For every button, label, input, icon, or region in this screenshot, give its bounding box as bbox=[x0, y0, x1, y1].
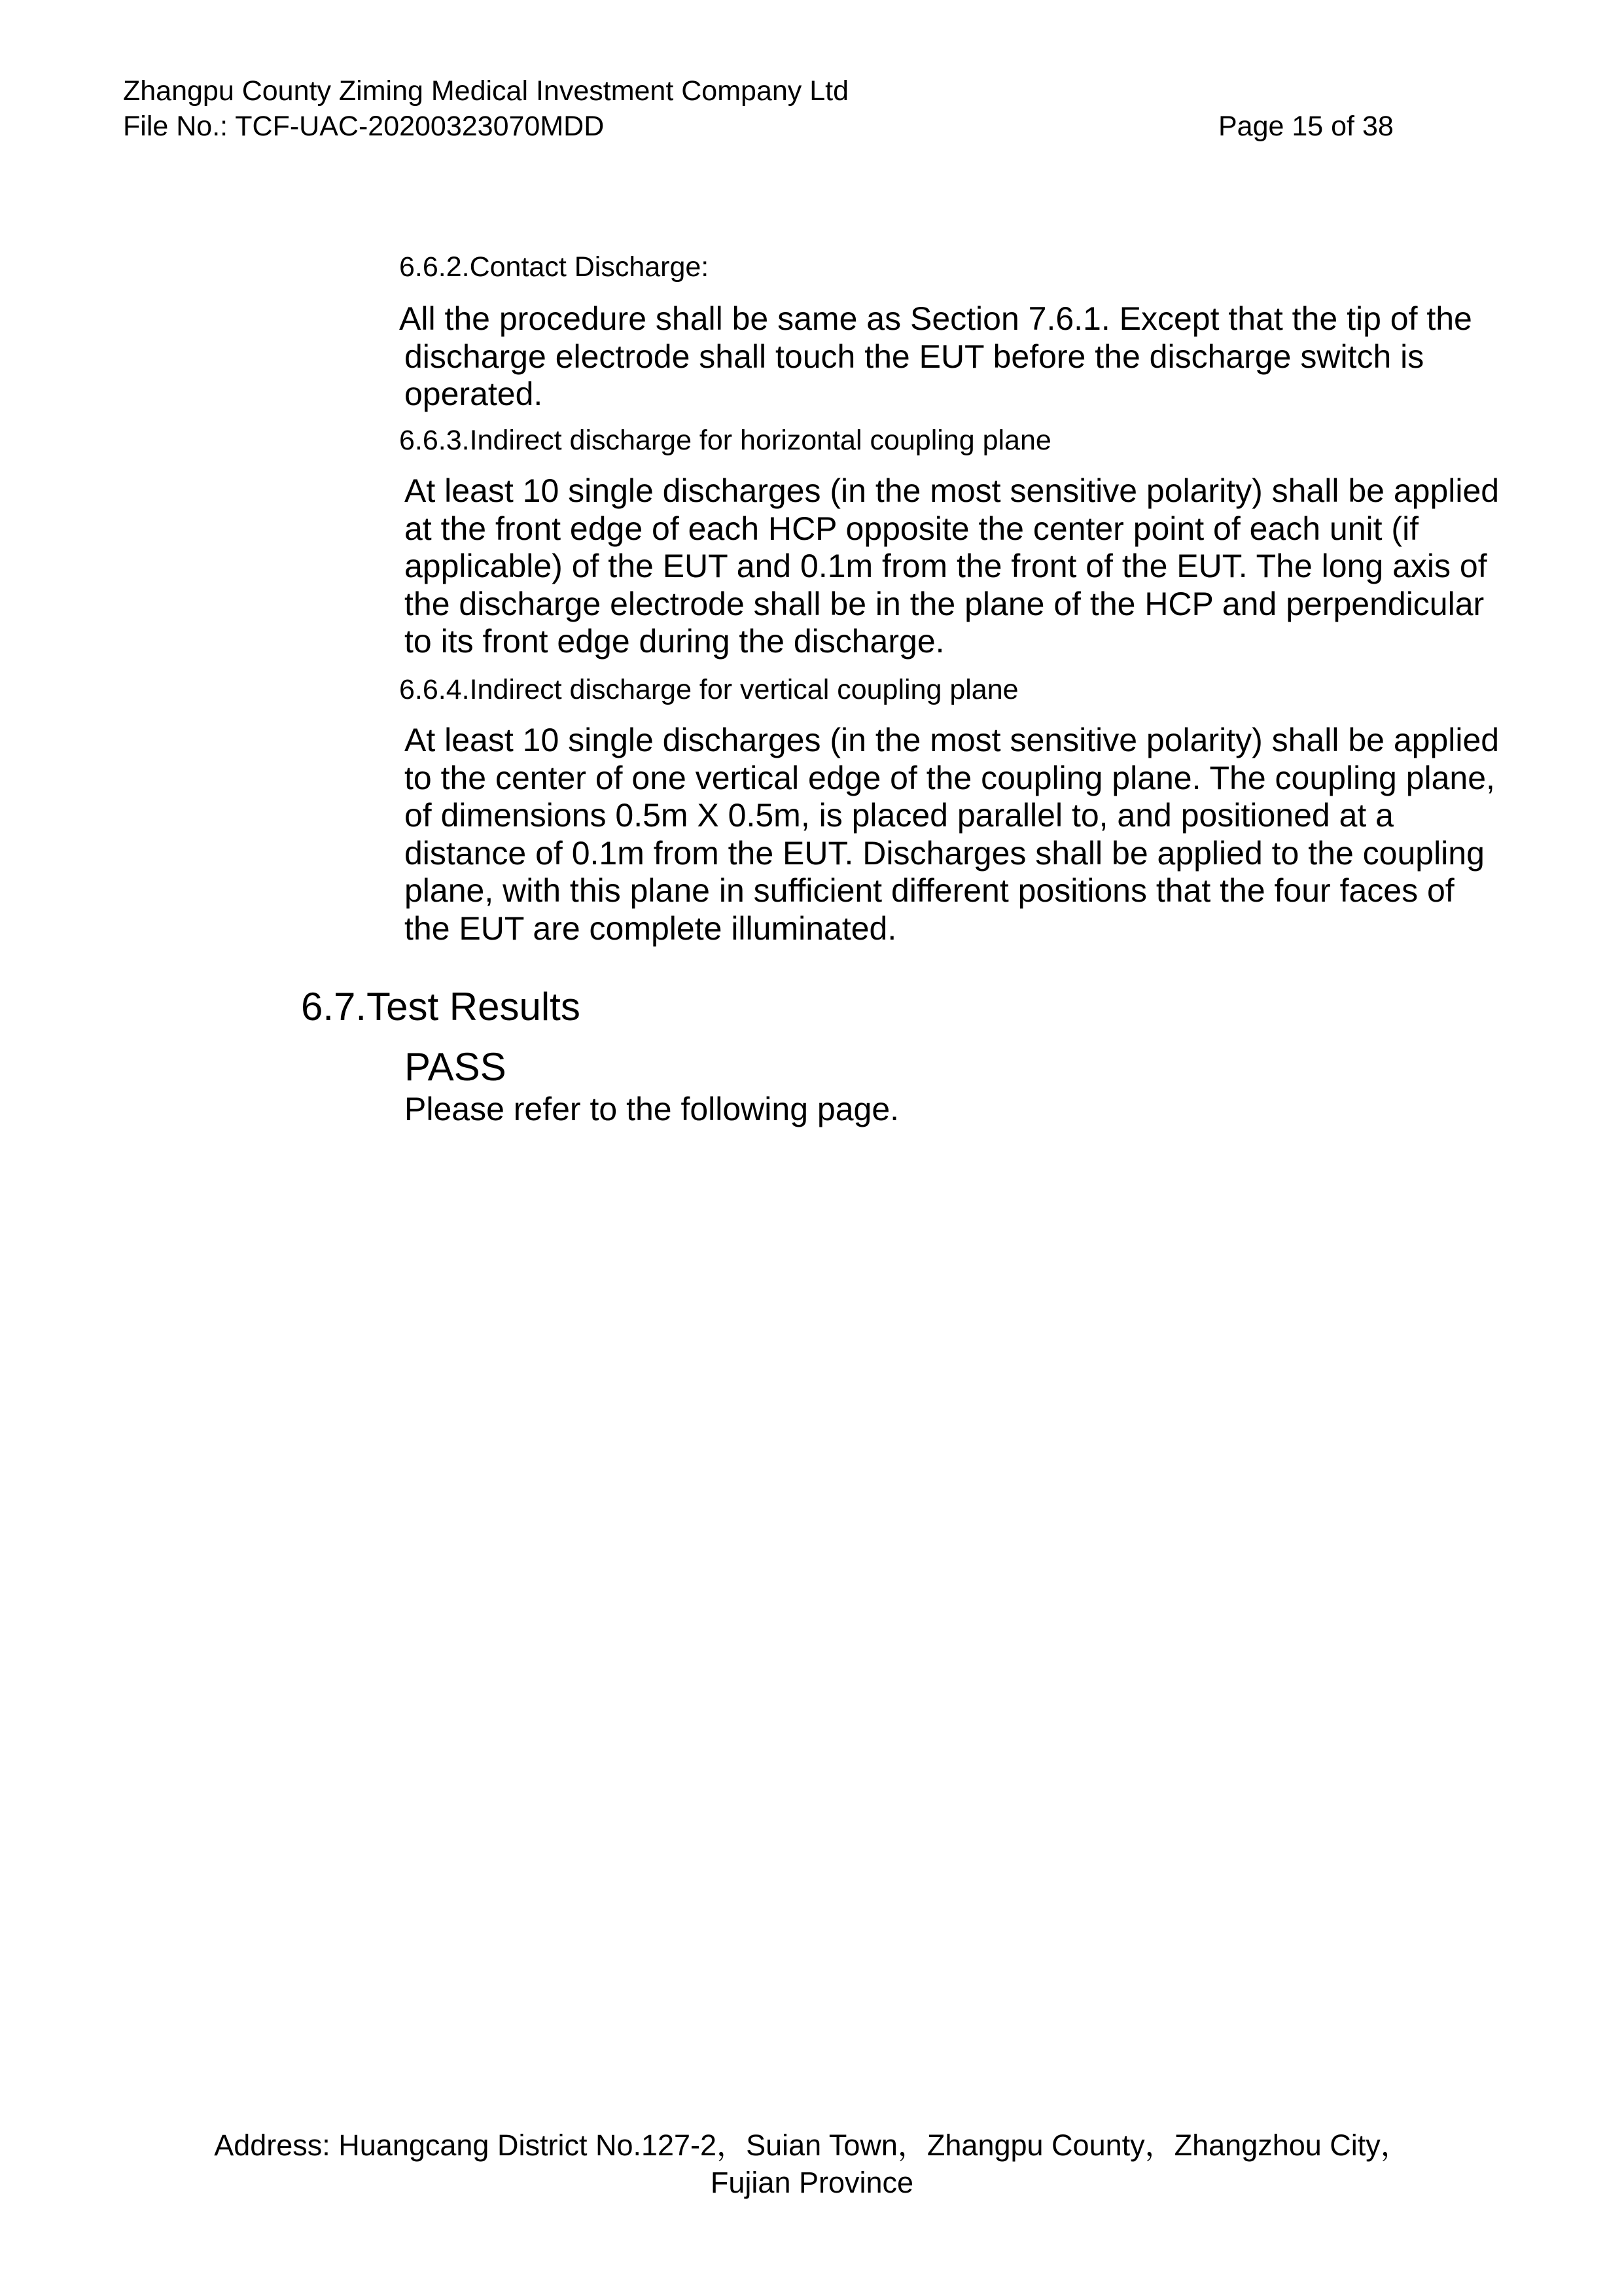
address-line-2: Fujian Province bbox=[710, 2166, 914, 2199]
paragraph-line: distance of 0.1m from the EUT. Discharges shall be applied to the coupling bbox=[404, 834, 1485, 872]
paragraph-line: At least 10 single discharges (in the most sensitive polarity) shall be applied bbox=[404, 472, 1500, 509]
heading-6-6-2: 6.6.2.Contact Discharge: bbox=[399, 251, 709, 283]
paragraph-line: plane, with this plane in sufficient different positions that the four faces of bbox=[404, 872, 1455, 909]
paragraph-6-6-4 bbox=[404, 722, 1517, 947]
address-line-1: Address: Huangcang District No.127-2，Suian Town，Zhangpu County，Zhangzhou City， bbox=[214, 2128, 1410, 2162]
paragraph-line: to the center of one vertical edge of the coupling plane. The coupling plane, bbox=[404, 759, 1495, 796]
paragraph-line: operated. bbox=[404, 376, 543, 412]
paragraph-line: the discharge electrode shall be in the plane of the HCP and perpendicular bbox=[404, 585, 1485, 622]
result-note: Please refer to the following page. bbox=[404, 1091, 900, 1127]
paragraph-line: at the front edge of each HCP opposite the center point of each unit (if bbox=[404, 510, 1419, 547]
paragraph-line: discharge electrode shall touch the EUT before the discharge switch is bbox=[404, 338, 1424, 375]
paragraph-line: applicable) of the EUT and 0.1m from the front of the EUT. The long axis of bbox=[404, 548, 1487, 584]
test-result: PASS bbox=[404, 1045, 506, 1089]
file-number: File No.: TCF-UAC-20200323070MDD bbox=[123, 111, 605, 142]
paragraph-line: All the procedure shall be same as Section 7.6.1. Except that the tip of the bbox=[399, 300, 1472, 337]
company-name: Zhangpu County Ziming Medical Investment Company Ltd bbox=[123, 75, 849, 107]
page-number: Page 15 of 38 bbox=[1218, 111, 1394, 142]
paragraph-6-6-3 bbox=[404, 472, 1517, 661]
paragraph-line: At least 10 single discharges (in the most sensitive polarity) shall be applied bbox=[404, 722, 1500, 758]
footer-address bbox=[0, 2127, 1624, 2201]
paragraph-line: of dimensions 0.5m X 0.5m, is placed parallel to, and positioned at a bbox=[404, 797, 1394, 834]
paragraph-line: to its front edge during the discharge. bbox=[404, 623, 945, 660]
heading-6-7: 6.7.Test Results bbox=[301, 985, 580, 1029]
heading-6-6-4: 6.6.4.Indirect discharge for vertical coupling plane bbox=[399, 674, 1019, 705]
heading-6-6-3: 6.6.3.Indirect discharge for horizontal coupling plane bbox=[399, 425, 1051, 456]
paragraph-6-6-2 bbox=[399, 300, 1511, 414]
paragraph-line: the EUT are complete illuminated. bbox=[404, 910, 897, 947]
